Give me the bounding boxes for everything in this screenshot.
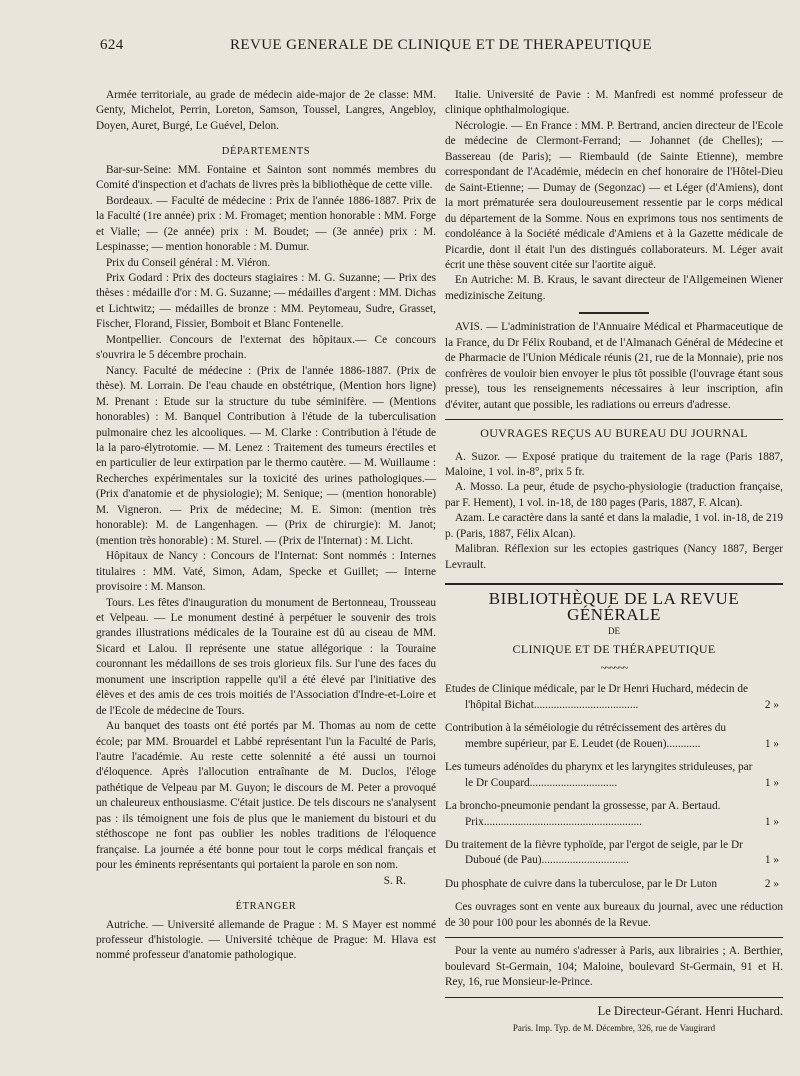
vente-paragraph: Pour la vente au numéro s'adresser à Paris, aux librairies ; A. Berthier, boulevard St-Germain, 104; Maloine, boulevard St-Germain, 91 et H. Rey, 16, rue Monsieur-le-Prince.	[445, 945, 783, 989]
biblio-entry	[445, 838, 783, 869]
biblio-entry-text: La broncho-pneumonie pendant la grossesse, par A. Bertaud. Prix........................................................	[445, 800, 721, 828]
imprint-line: Paris. Imp. Typ. de M. Décembre, 326, rue de Vaugirard	[512, 1023, 716, 1034]
divider	[445, 937, 783, 938]
divider	[445, 997, 783, 998]
divider	[445, 419, 783, 420]
page-header	[100, 34, 780, 56]
biblio-entry-price: 1 »	[764, 854, 779, 867]
montpellier-paragraph: Montpellier. Concours de l'externat des hôpitaux.— Ce concours s'ouvrira le 5 décembre prochain.	[96, 333, 436, 362]
ouvrage-item: A. Mosso. La peur, étude de psycho-physiologie (traduction française, par F. Hement), 1 vol. in-18, de 180 pages (Paris, 1887, F. Alcan).	[445, 481, 783, 509]
departements-heading: DÉPARTEMENTS	[221, 146, 311, 158]
banquet-paragraph: Au banquet des toasts ont été portés par M. Thomas au nom de cette école; par MM. Brouardel et Labbé représentant l'un la Faculté de Paris, l'autre l'académie. Au reste cette solennité a été aussi un tournoi d'éloquence. Après l'allocution entraînante de M. Duclos, l'éloge pathétique de Velpeau par M. Guyon; le discours de M. Peter a provoqué un chaleureux enthousiasme. C'était justice. De tels discours ne s'analysent pas : ils témoignent une fois de plus que le maniement du bistouri et du stéthoscope ne font pas oublier les nobles traditions de l'éloquence française. La journée a été bonne pour tout le corps médical français et pour les éminents représentants qui portaient la parole en son nom.	[96, 720, 436, 872]
journal-title: REVUE GENERALE DE CLINIQUE ET DE THERAPEUTIQUE	[230, 37, 652, 53]
banquet-signature: S. R.	[383, 874, 406, 887]
page-number: 624	[100, 37, 124, 53]
nancy-paragraph: Nancy. Faculté de médecine : (Prix de l'année 1886-1887. (Prix de thèse). M. Lorrain. De l'eau chaude en obstétrique, (Mention hors ligne) M. Prenant : Etude sur la structure du tube séminifère. — (Mentions honorables) : M. Banquel Contribution à l'étude de la tuberculisation pulmonaire chez les alcooliques. — M. Clarke : Contribution à l'étude de la la paro-élytrotomie. — M. Lenez : Traitement des tumeurs érectiles et en particulier de leur extirpation par le thermo cautère. — M. Wuillaume : Recherches expérimentales sur la toxicité des urines pathologiques.— (Prix d'anatomie et de physiologie); M. Senique; — (mention honorable) M. Vigneron. — Prix de médecine; M. E. Simon: (mention très honorable): M. de Langenhagen. — (Prix de chirurgie): M. Janot; (mention très honorable) : M. Sturel. — (Prix de l'Internat) : M. Licht.	[96, 364, 436, 547]
bordeaux-paragraph: Bordeaux. — Faculté de médecine : Prix de l'année 1886-1887. Prix de la Faculté (1re année) prix : M. Fromaget; mention honorable : MM. Forge et Vialle; — (2e année) prix : M. Boudet; — (3e année) prix : M. Lespinasse; — mention honorable : M. Dumur.	[96, 194, 436, 254]
autriche-paragraph: Autriche. — Université allemande de Prague : M. S Mayer est nommé professeur d'histologie. — Université tchèque de Prague: M. Hlava est nommé professeur d'anatomie pathologique.	[96, 918, 436, 962]
bibliotheque-title: BIBLIOTHÈQUE DE LA REVUE GÉNÉRALE	[488, 589, 740, 624]
divider-heavy	[445, 583, 783, 585]
ouvrage-item: Azam. Le caractère dans la santé et dans la maladie, 1 vol. in-18, de 219 p. (Paris, 1887, Félix Alcan).	[445, 512, 783, 540]
biblio-entry-text: Du traitement de la fièvre typhoïde, par l'ergot de seigle, par le Dr Duboué (de Pau)...............................	[445, 839, 743, 867]
biblio-entry-price: 2 »	[764, 877, 779, 890]
italie-paragraph: Italie. Université de Pavie : M. Manfredi est nommé professeur de clinique ophthalmologique.	[445, 89, 783, 117]
bibliotheque-subtitle: CLINIQUE ET DE THÉRAPEUTIQUE	[512, 641, 716, 656]
biblio-entry-price: 2 »	[764, 698, 779, 711]
biblio-entry-price: 1 »	[764, 776, 779, 789]
biblio-entry-text: Les tumeurs adénoïdes du pharynx et les laryngites striduleuses, par le Dr Coupard...............................	[445, 761, 753, 789]
avis-paragraph: AVIS. — L'administration de l'Annuaire Médical et Pharmaceutique de la France, du Dr Félix Rouband, et de l'Almanach Général de Médecine et de Pharmacie de l'Union Médicale réunis (21, rue de la Monnaie), prie nos confrères de vouloir bien envoyer le plus tôt possible (l'ouvrage étant sous presse), tous les renseignements nécessaires à leur inscription, afin d'éviter, autant que possible, les radiations ou erreurs d'adresse.	[445, 321, 783, 411]
bibliotheque-de: DE	[608, 626, 620, 637]
biblio-entry-text: Contribution à la séméiologie du rétrécissement des artères du membre supérieur, par E. Leudet (de Rouen)............	[445, 722, 727, 750]
divider-short	[579, 312, 649, 314]
biblio-entry	[445, 760, 783, 791]
biblio-entry	[445, 721, 783, 752]
prix-conseil-paragraph: Prix du Conseil général : M. Viéron.	[106, 256, 271, 269]
autriche-necrologie-paragraph: En Autriche: M. B. Kraus, le savant directeur de l'Allgemeinen Wiener medizinische Zeitung.	[445, 274, 783, 302]
biblio-entry	[445, 877, 783, 892]
ouvrage-item: Malibran. Réflexion sur les ectopies gastriques (Nancy 1887, Berger Levrault.	[445, 543, 783, 571]
right-column	[445, 88, 783, 1037]
ornament-rule: ~~~~~~	[600, 662, 628, 674]
left-column	[96, 88, 436, 964]
biblio-entry	[445, 682, 783, 713]
biblio-entry-price: 1 »	[764, 737, 779, 750]
biblio-entry-text: Etudes de Clinique médicale, par le Dr Henri Huchard, médecin de l'hôpital Bichat.....................................	[445, 683, 749, 711]
prix-godard-paragraph: Prix Godard : Prix des docteurs stagiaires : M. G. Suzanne; — Prix des thèses : médaille d'or : M. G. Suzanne; — médailles d'argent : MM. Dichas et Lichtwitz; — médailles de bronze : MM. Peytomeau, Sudre, Grasset, Fischer, Florand, Fissier, Bomboit et Blanc Fontenelle.	[96, 271, 436, 331]
biblio-entry-text: Du phosphate de cuivre dans la tuberculose, par le Dr Luton	[445, 877, 717, 890]
biblio-note: Ces ouvrages sont en vente aux bureaux du journal, avec une réduction de 30 pour 100 pour les abonnés de la Revue.	[445, 901, 783, 929]
etranger-heading: ÉTRANGER	[235, 901, 297, 913]
directeur-gerant: Le Directeur-Gérant. Henri Huchard.	[597, 1003, 783, 1018]
hopitaux-nancy-paragraph: Hôpitaux de Nancy : Concours de l'Internat: Sont nommés : Internes titulaires : MM. Vaté, Simon, Adam, Specke et Guillet; — Interne provisoire : M. Manson.	[96, 550, 436, 594]
biblio-entry	[445, 799, 783, 830]
tours-paragraph: Tours. Les fêtes d'inauguration du monument de Bertonneau, Trousseau et Velpeau. — Le monument destiné à perpétuer le souvenir des trois grandes illustrations médicales de la Touraine est dû au ciseau de MM. Sicard et Lalou. Il représente une statue allégorique : la Touraine couronnant les médaillons de ses trois glorieux fils. Sur l'une des faces du monument une inscription rappelle qu'il a été élevé par l'initiative des élèves et des amis de ces trois moitiés de l'Association d'Indre-et-Loire et de l'Ecole de médecine de Tours.	[96, 596, 436, 717]
bar-sur-seine-paragraph: Bar-sur-Seine: MM. Fontaine et Sainton sont nommés membres du Comité d'inspection et d'achats de livres près la bibliothèque de cette ville.	[96, 163, 436, 192]
ouvrages-heading: OUVRAGES REÇUS AU BUREAU DU JOURNAL	[480, 426, 748, 441]
intro-paragraph: Armée territoriale, au grade de médecin aide-major de 2e classe: MM. Genty, Michelot, Perrin, Loreton, Samson, Toussel, Langres, Angebloy, Doyen, Auret, Burgé, Le Guével, Delon.	[96, 89, 436, 132]
necrologie-paragraph: Nécrologie. — En France : MM. P. Bertrand, ancien directeur de l'Ecole de médecine de Clermont-Ferrand; — Johannet (de Chelles); — Bassereau (de Paris); — Riembauld (de Sainte Etienne), membre correspondant de l'Académie, médecin en chef honoraire de l'Hôtel-Dieu de Saint-Etienne; — Dumay de (Segonzac) — et Léger (d'Amiens), dont la mort prématurée sera douloureusement ressentie par le corps médical du département de la Somme. Nous en exprimons tous nos sentiments de condoléance à la Société médicale d'Amiens et à la Gazette médicale de Picardie, dont il était l'un des distingués collaborateurs. M. Léger avait écrit une thèse souvent citée sur l'aortite aiguë.	[445, 119, 783, 271]
ouvrage-item: A. Suzor. — Exposé pratique du traitement de la rage (Paris 1887, Maloine, 1 vol. in-8°, prix 5 fr.	[445, 450, 783, 478]
biblio-entry-price: 1 »	[764, 815, 779, 828]
